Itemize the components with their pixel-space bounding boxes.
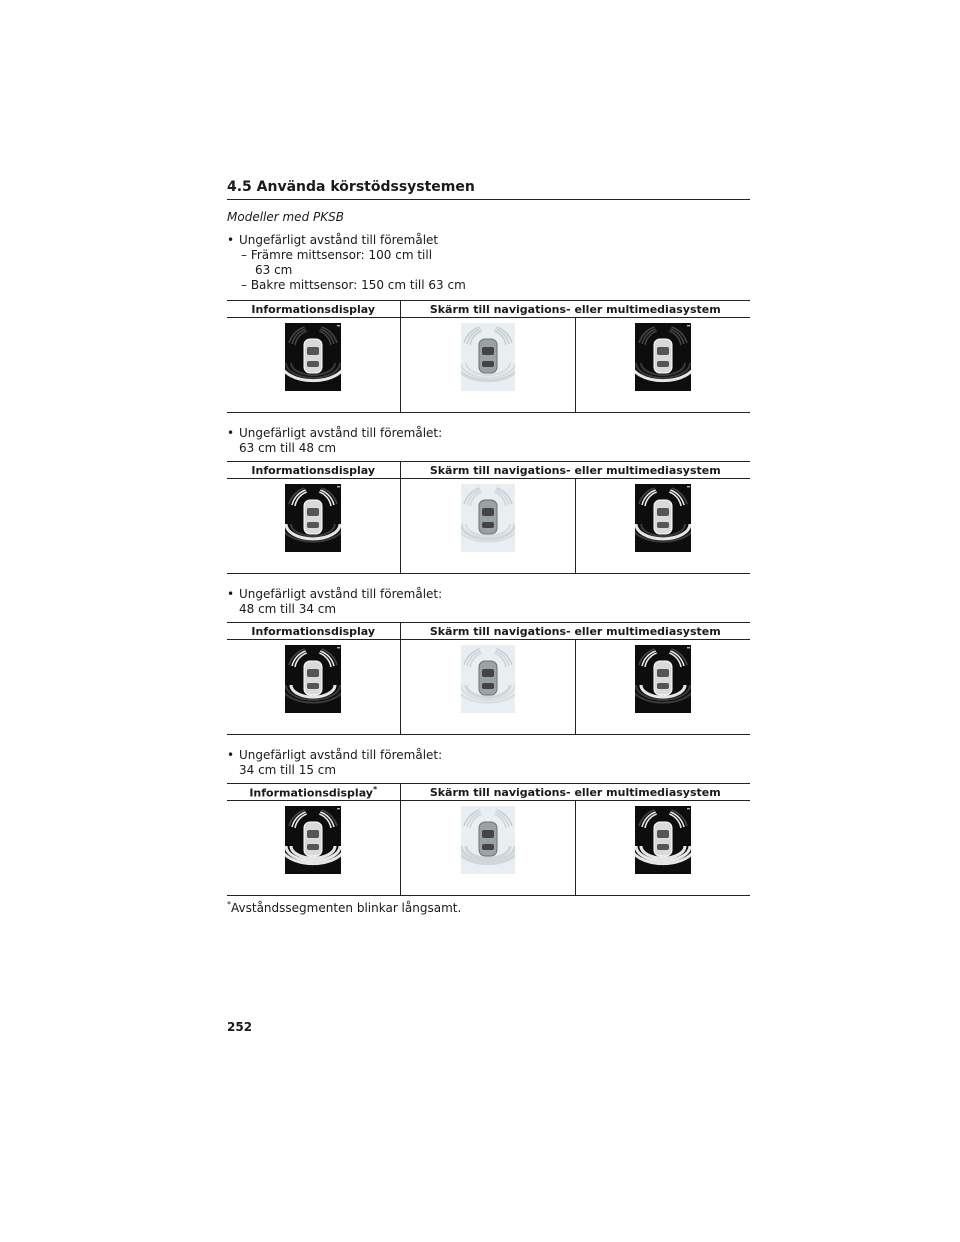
info-display-icon bbox=[285, 484, 341, 552]
sensor-table-2 bbox=[227, 461, 750, 574]
table-header-nav: Skärm till navigations- eller multimediasystem bbox=[400, 301, 750, 318]
table-header-info: Informationsdisplay bbox=[227, 462, 400, 479]
bullet-dot: • bbox=[227, 748, 235, 762]
section-header: 4.5 Använda körstödssystemen bbox=[227, 179, 750, 200]
nav-light-display-icon bbox=[461, 484, 515, 552]
nav-dark-display-icon bbox=[635, 645, 691, 713]
bullet-dot: • bbox=[227, 233, 235, 247]
nav-light-display-icon bbox=[461, 323, 515, 391]
table-header-info: Informationsdisplay bbox=[227, 301, 400, 318]
footnote-mark: * bbox=[372, 784, 378, 794]
nav-light-display-icon bbox=[461, 806, 515, 874]
table-header-nav: Skärm till navigations- eller multimediasystem bbox=[400, 462, 750, 479]
table-header-info: Informationsdisplay* bbox=[227, 784, 400, 801]
table-header-nav: Skärm till navigations- eller multimediasystem bbox=[400, 623, 750, 640]
nav-dark-display-icon bbox=[635, 484, 691, 552]
nav-dark-display-icon bbox=[635, 806, 691, 874]
distance-bullet-4: • Ungefärligt avstånd till föremålet: 34 cm till 15 cm bbox=[227, 748, 443, 777]
distance-bullet-3: • Ungefärligt avstånd till föremålet: 48 cm till 34 cm bbox=[227, 587, 443, 616]
footnote: *Avståndssegmenten blinkar långsamt. bbox=[227, 900, 462, 915]
page-number: 252 bbox=[227, 1020, 253, 1034]
nav-dark-display-icon bbox=[635, 323, 691, 391]
bullet-dot: • bbox=[227, 426, 235, 440]
info-display-icon bbox=[285, 806, 341, 874]
sensor-table-3 bbox=[227, 622, 750, 735]
table-header-info: Informationsdisplay bbox=[227, 623, 400, 640]
table-header-nav: Skärm till navigations- eller multimediasystem bbox=[400, 784, 750, 801]
nav-light-display-icon bbox=[461, 645, 515, 713]
model-subtitle: Modeller med PKSB bbox=[227, 210, 344, 224]
distance-bullet-2: • Ungefärligt avstånd till föremålet: 63 cm till 48 cm bbox=[227, 426, 443, 455]
sensor-table-4 bbox=[227, 783, 750, 896]
info-display-icon bbox=[285, 323, 341, 391]
distance-bullet-1: • Ungefärligt avstånd till föremålet – Främre mittsensor: 100 cm till 63 cm – Bakre mittsensor: 150 cm till 63 cm bbox=[227, 233, 466, 292]
sensor-table-1 bbox=[227, 300, 750, 413]
info-display-icon bbox=[285, 645, 341, 713]
bullet-dot: • bbox=[227, 587, 235, 601]
